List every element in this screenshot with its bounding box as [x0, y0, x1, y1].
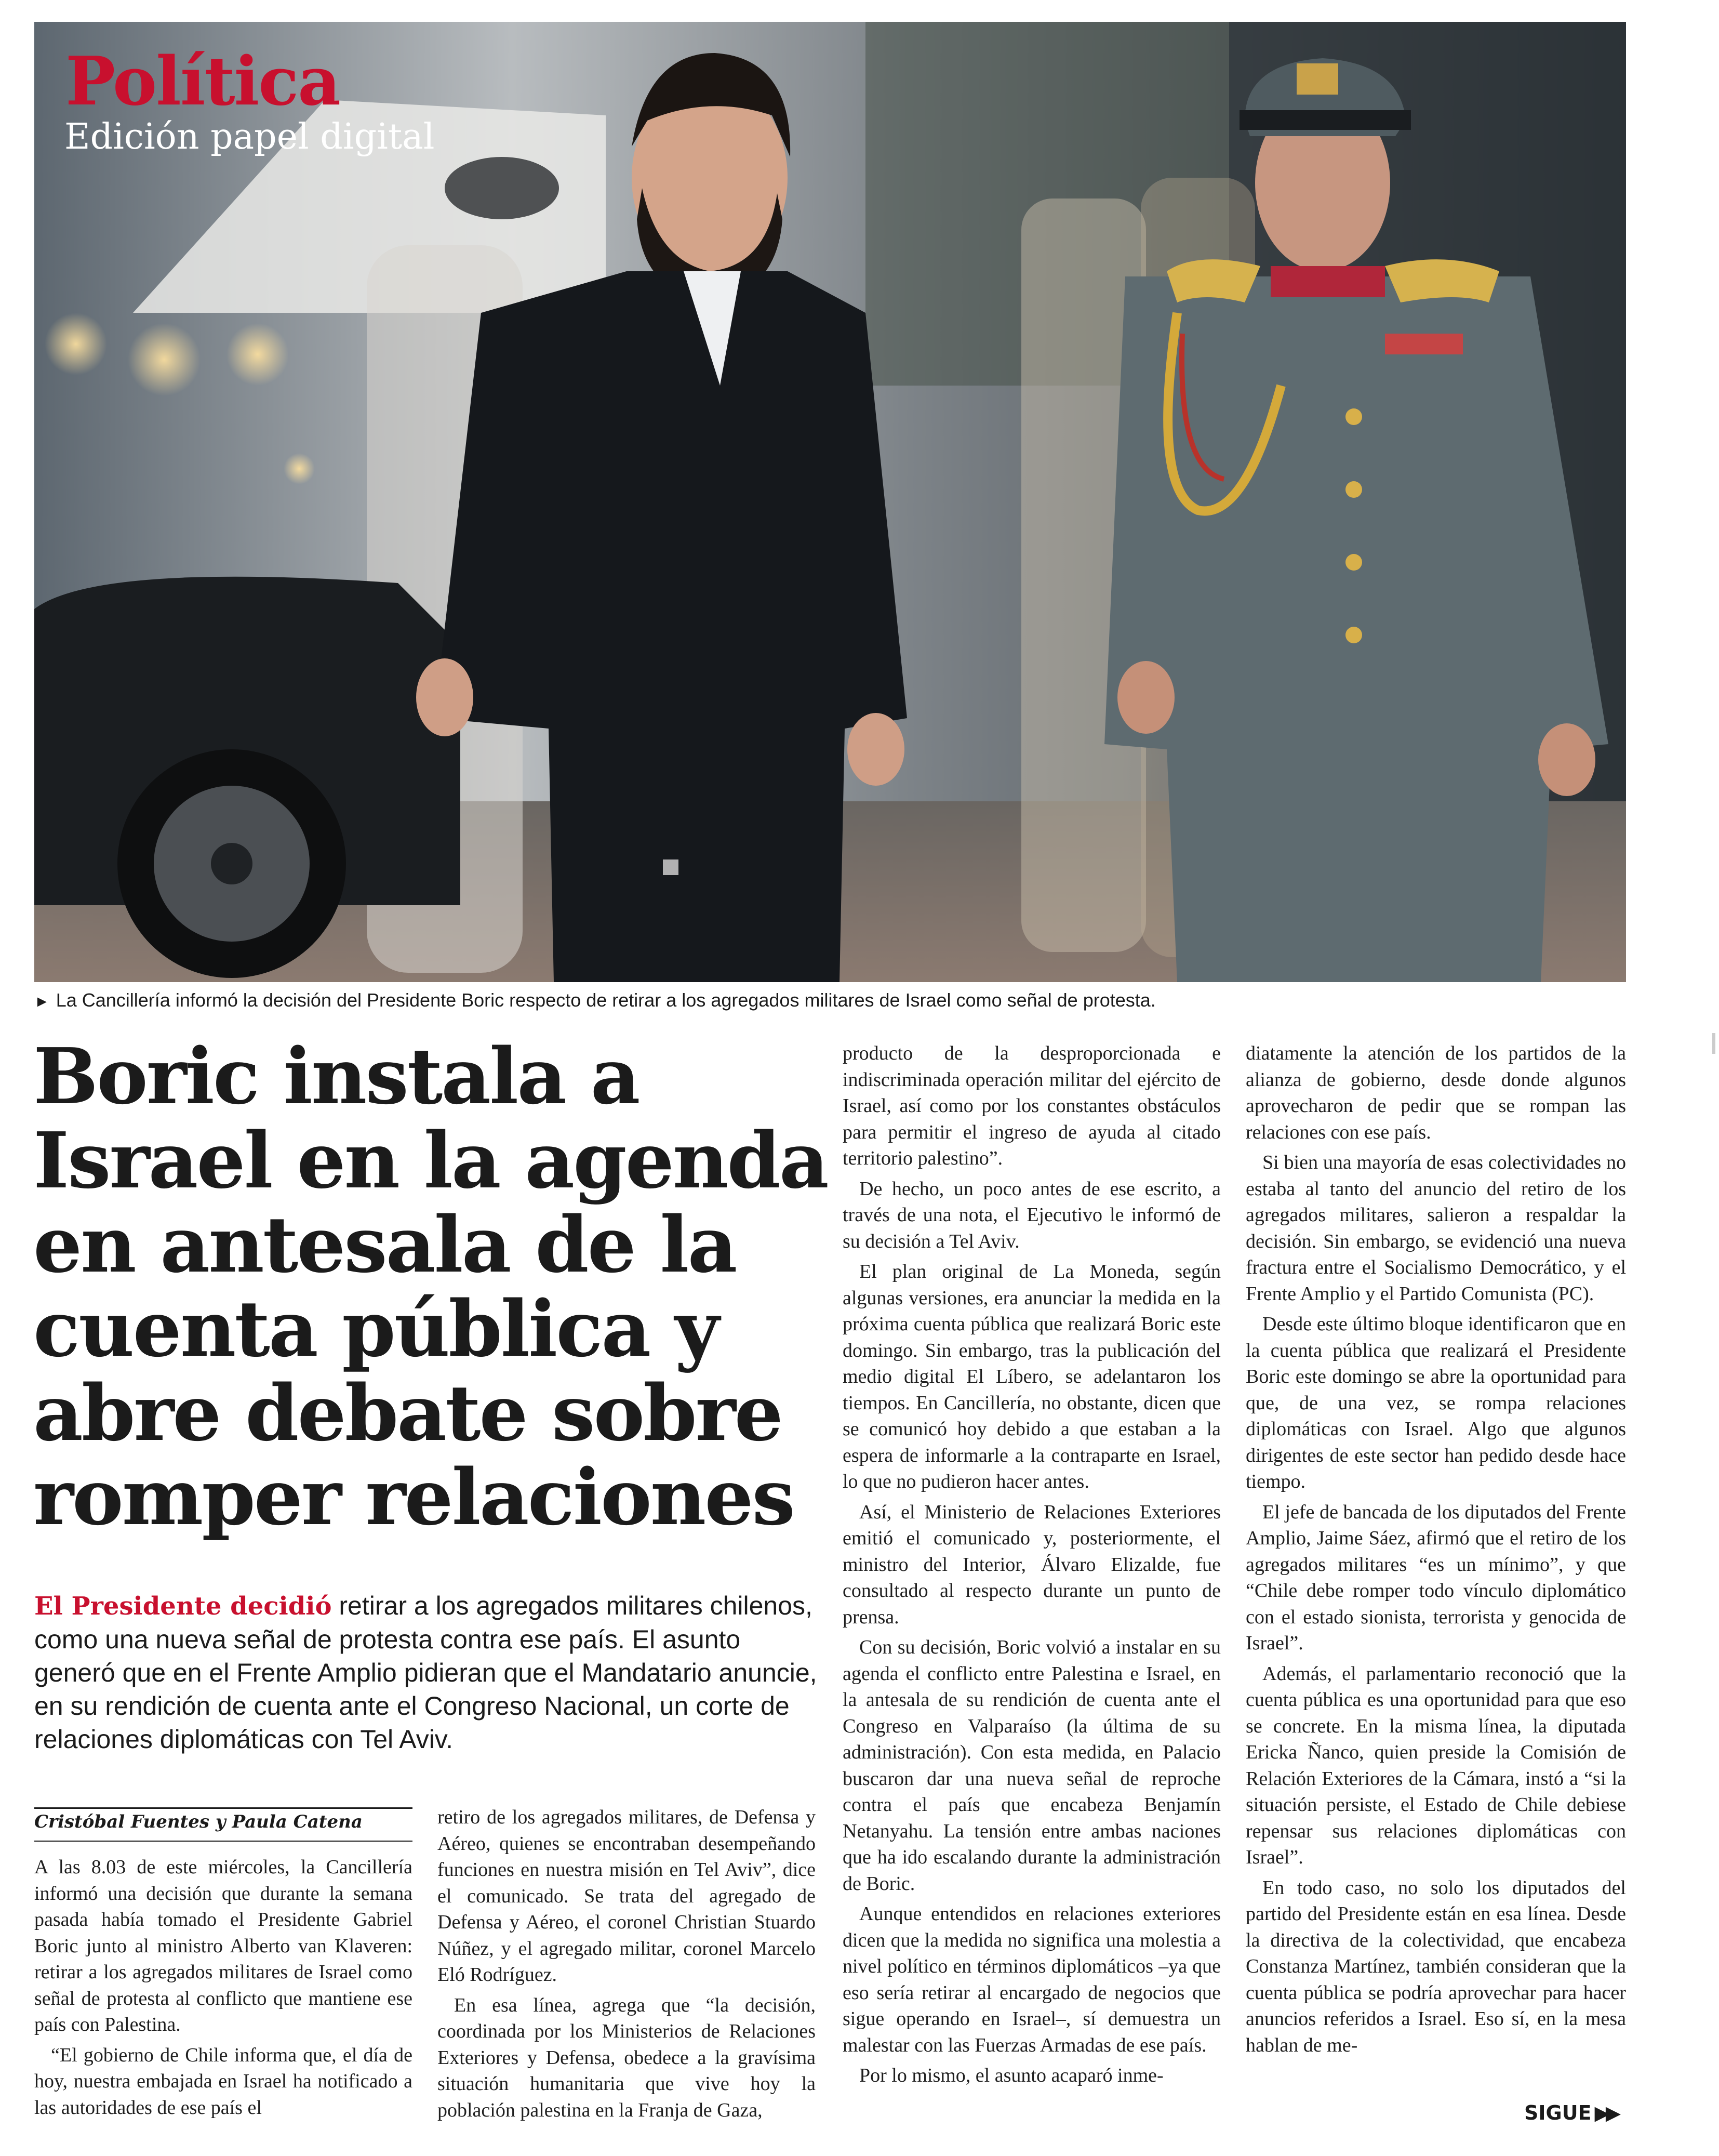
lead-paragraph	[34, 1589, 824, 1756]
byline-rule-top	[34, 1807, 412, 1809]
double-arrow-right-icon: ▶▶	[1594, 2101, 1617, 2124]
photo-illustration	[34, 22, 1626, 982]
paragraph: diatamente la atención de los partidos de la alianza de gobierno, desde donde algunos aprovecharon de pedir que se rompan las relaciones con ese país.	[1246, 1042, 1626, 1143]
paragraph: A las 8.03 de este miércoles, la Cancillería informó una decisión que durante la semana pasada había tomado el Presidente Gabriel Boric junto al ministro Alberto van Klaveren: retirar a los agregados militares de Israel como señal de protesta al conflicto que mantiene ese país con Palestina.	[34, 1856, 412, 2035]
continue-link[interactable]	[1524, 2101, 1617, 2124]
paragraph: Así, el Ministerio de Relaciones Exteriores emitió el comunicado y, posteriormente, el ministro del Interior, Álvaro Elizalde, fue consultado al respecto durante un punto de prensa.	[843, 1501, 1221, 1628]
lead-kicker: El Presidente decidió	[34, 1592, 332, 1621]
section-subtitle: Edición papel digital	[64, 116, 435, 157]
headline-line: cuenta pública y	[33, 1284, 718, 1374]
headline-line: Israel en la agenda	[33, 1115, 828, 1206]
body-column-3	[843, 1040, 1221, 2093]
photo-marker	[663, 859, 678, 875]
headline-line: romper relaciones	[33, 1452, 794, 1542]
paragraph: retiro de los agregados militares, de Defensa y Aéreo, quienes se encontraban desempeñando funciones en nuestra misión en Tel Aviv”, dice el comunicado. Se trata del agregado de Defensa y Aéreo, el coronel Christian Stuardo Núñez, y el agregado militar, coronel Marcelo Eló Rodríguez.	[437, 1806, 816, 1986]
byline: Cristóbal Fuentes y Paula Catena	[34, 1811, 363, 1832]
caption-text: La Cancillería informó la decisión del Presidente Boric respecto de retirar a los agregados militares de Israel como señal de protesta.	[56, 989, 1156, 1011]
paragraph: Con su decisión, Boric volvió a instalar en su agenda el conflicto entre Palestina e Israel, en la antesala de su rendición de cuenta ante el Congreso en Valparaíso (la última de su administración). Con esta medida, en Palacio buscaron dar una nueva señal de reproche contra el país que encabeza Benjamín Netanyahu. La tensión entre ambas naciones que ha ido escalando durante la administración de Boric.	[843, 1636, 1221, 1895]
paragraph: producto de la desproporcionada e indiscriminada operación militar del ejército de Israel, así como por los constantes obstáculos para permitir el ingreso de ayuda al citado territorio palestino”.	[843, 1042, 1221, 1169]
body-column-1	[34, 1854, 412, 2125]
headline-line: abre debate sobre	[33, 1368, 782, 1458]
page-edge-mark	[1712, 1033, 1715, 1054]
section-name: Política	[65, 43, 340, 121]
paragraph: Además, el parlamentario reconoció que la cuenta pública es una oportunidad para que eso se concrete. En la misma línea, la diputada Ericka Ñanco, quien preside la Comisión de Relación Exteriores de la Cámara, instó a “si la situación persiste, el Estado de Chile debiese repensar sus relaciones diplomáticas con Israel”.	[1246, 1662, 1626, 1868]
paragraph: “El gobierno de Chile informa que, el día de hoy, nuestra embajada en Israel ha notificado a las autoridades de ese país el	[34, 2044, 412, 2119]
paragraph: Por lo mismo, el asunto acaparó inme-	[859, 2065, 1164, 2086]
headline-line: en antesala de la	[33, 1199, 736, 1290]
lead-photo	[34, 22, 1626, 982]
triangle-right-icon: ►	[34, 993, 50, 1010]
photo-caption	[34, 989, 1626, 1011]
paragraph: El plan original de La Moneda, según algunas versiones, era anunciar la medida en la próxima cuenta pública que realizará Boric este domingo. Sin embargo, tras la publicación del medio digital El Líbero, se adelantaron los tiempos. En Cancillería, no obstante, dicen que se comunicó hoy debido a que estaban a la espera de informarle a la contraparte en Israel, lo que no pudieron hacer antes.	[843, 1261, 1221, 1492]
lead-text: retirar a los agregados militares chilenos, como una nueva señal de protesta contra ese país. El asunto generó que en el Frente Amplio pidieran que el Mandatario anuncie, en su rendición de cuenta ante el Congreso Nacional, un corte de relaciones diplomáticas con Tel Aviv.	[34, 1591, 817, 1754]
paragraph: En esa línea, agrega que “la decisión, coordinada por los Ministerios de Relaciones Exteriores y Defensa, obedece a la gravísima situación humanitaria que vive hoy la población palestina en la Franja de Gaza,	[437, 1994, 816, 2121]
paragraph: De hecho, un poco antes de ese escrito, a través de una nota, el Ejecutivo le informó de su decisión a Tel Aviv.	[843, 1178, 1221, 1252]
headline	[33, 1031, 828, 1542]
continue-label: SIGUE	[1524, 2101, 1592, 2124]
body-column-4	[1246, 1040, 1626, 2062]
paragraph: Si bien una mayoría de esas colectividades no estaba al tanto del anuncio del retiro de los agregados militares, salieron a respaldar la decisión. Sin embargo, se evidenció una nueva fractura entre el Socialismo Democrático, y el Frente Amplio y el Partido Comunista (PC).	[1246, 1152, 1626, 1305]
paragraph: En todo caso, no solo los diputados del partido del Presidente están en esa línea. Desde la directiva de la colectividad, que encabeza Constanza Martínez, también consideran que la cuenta pública se podría aprovechar para hacer anuncios referidos a Israel. Eso sí, en la mesa hablan de me-	[1246, 1876, 1626, 2056]
byline-rule-bottom	[34, 1841, 412, 1842]
body-column-2	[437, 1804, 816, 2127]
paragraph: El jefe de bancada de los diputados del Frente Amplio, Jaime Sáez, afirmó que el retiro de los agregados militares “es un mínimo”, y que “Chile debe romper todo vínculo diplomático con el estado sionista, terrorista y genocida de Israel”.	[1246, 1501, 1626, 1654]
headline-line: Boric instala a	[33, 1031, 639, 1121]
paragraph: Desde este último bloque identificaron que en la cuenta pública que realizará el Presidente Boric este domingo se abre la oportunidad para que, de una vez, se rompa relaciones diplomáticas con Israel. Algo que algunos dirigentes de este sector han pedido desde hace tiempo.	[1246, 1313, 1626, 1492]
paragraph: Aunque entendidos en relaciones exteriores dicen que la medida no significa una molestia a nivel político en términos diplomáticos –ya que eso sería retirar al encargado de negocios que sigue operando en Israel–, sí demuestra un malestar con las Fuerzas Armadas de ese país.	[843, 1903, 1221, 2056]
